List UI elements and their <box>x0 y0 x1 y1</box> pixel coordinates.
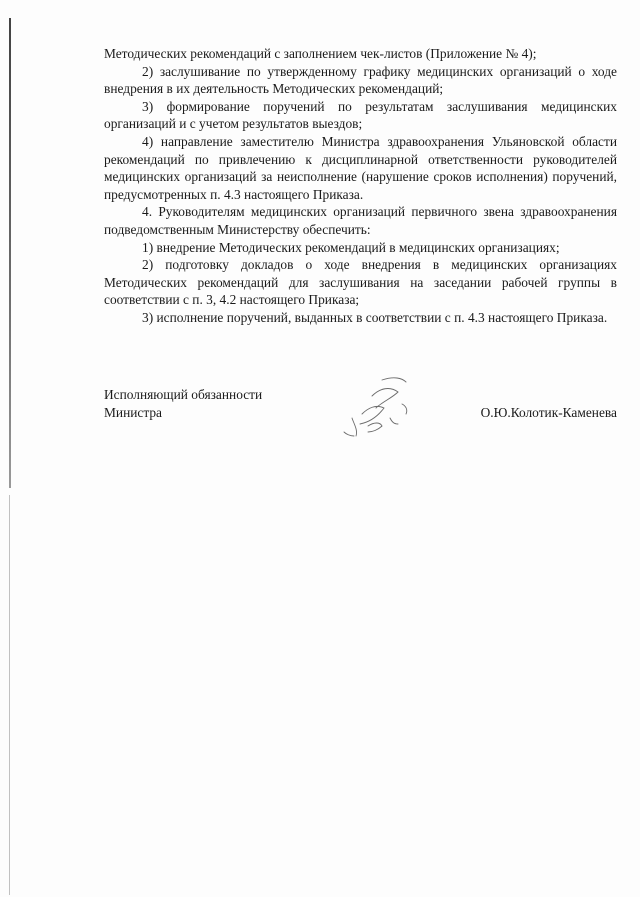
handwritten-signature-icon <box>332 374 422 454</box>
document-body <box>104 45 617 327</box>
signatory-position-line-2: Министра <box>104 404 163 420</box>
paragraph-section-4-item-1: 1) внедрение Методических рекомендаций в медицинских организациях; <box>142 239 560 255</box>
paragraph-item-3: 3) формирование поручений по результатам заслушивания медицинских организаций и с учетом результатов выездов; <box>104 98 617 132</box>
paragraph-section-4-item-3: 3) исполнение поручений, выданных в соответствии с п. 4.3 настоящего Приказа. <box>142 309 608 325</box>
paragraph-item-4: 4) направление заместителю Министра здравоохранения Ульяновской области рекомендаций по привлечению к дисциплинарной ответственности руководителей медицинских организаций за неисполнение (нарушение сроков исполнения) поручений, предусмотренных п. 4.3 настоящего Приказа. <box>104 133 617 202</box>
paragraph-continuation: Методических рекомендаций с заполнением чек-листов (Приложение № 4); <box>104 46 537 61</box>
signatory-name: О.Ю.Колотик-Каменева <box>480 405 617 420</box>
paragraph-section-4-item-2: 2) подготовку докладов о ходе внедрения в медицинских организациях Методических рекомендаций для заслушивания на заседании рабочей группы в соответствии с п. 3, 4.2 настоящего Приказа; <box>104 257 617 308</box>
paragraph-section-4: 4. Руководителям медицинских организаций первичного звена здравоохранения подведомственным Министерству обеспечить: <box>104 204 617 237</box>
signatory-position-line-1: Исполняющий обязанности <box>104 387 263 402</box>
signature-block <box>104 386 617 456</box>
signatory-position <box>104 386 262 421</box>
scan-edge-shadow-lower <box>9 495 10 895</box>
paragraph-item-2: 2) заслушивание по утвержденному графику медицинских организаций о ходе внедрения в их деятельность Методических рекомендаций; <box>104 63 617 97</box>
scan-edge-shadow <box>9 18 11 488</box>
